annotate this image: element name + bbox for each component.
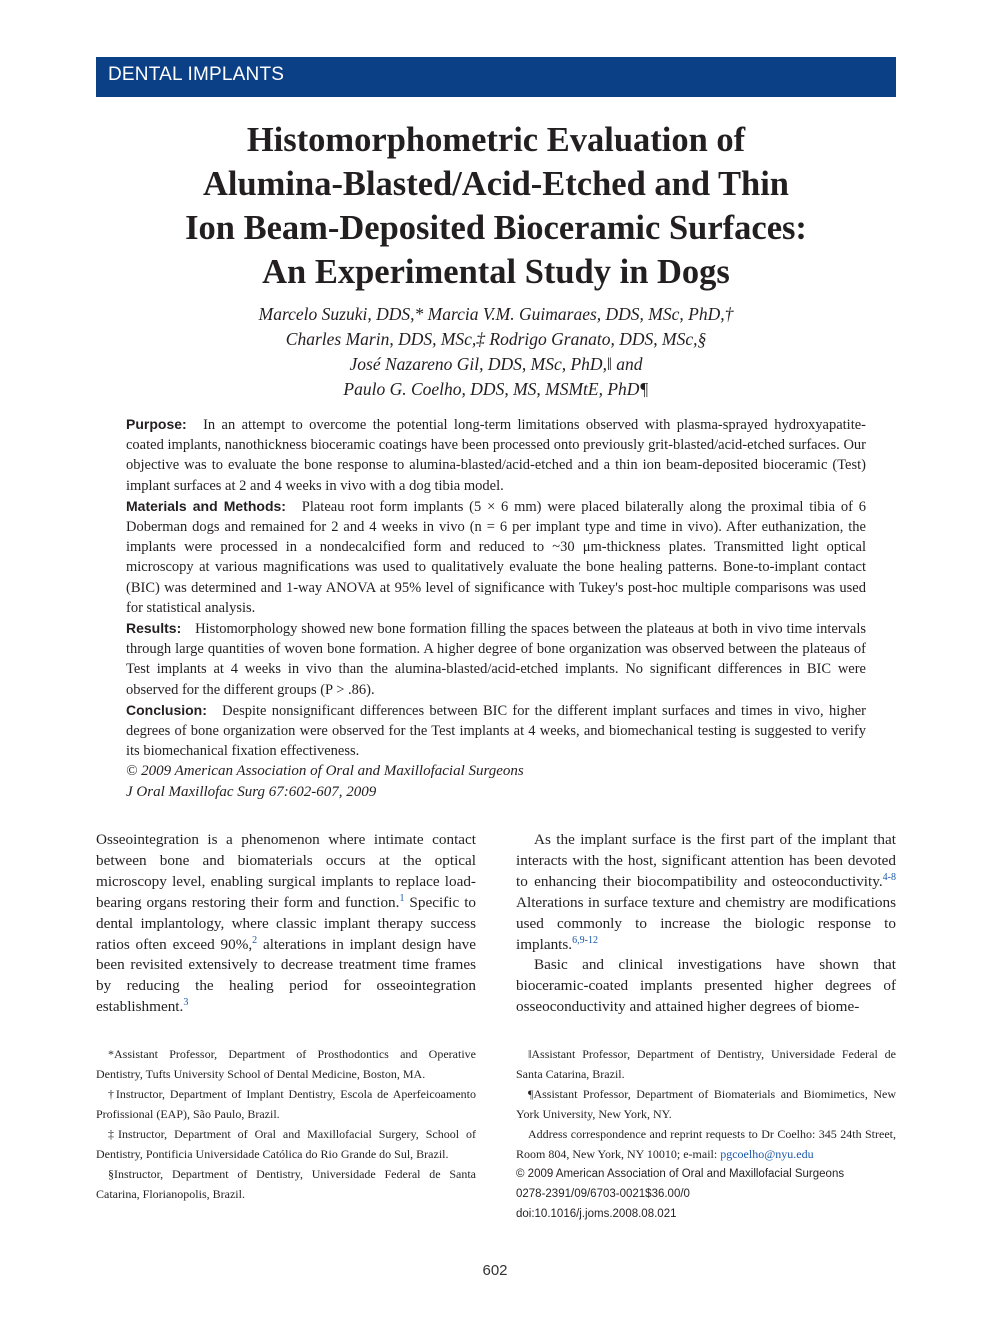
- title-line: Histomorphometric Evaluation of: [246, 121, 746, 159]
- body-text: As the implant surface is the first part of the implant that interacts with the host, significant attention has been devoted to enhancing their biocompatibility and osteoconductivity.: [516, 831, 896, 890]
- footnotes-left: [96, 1044, 476, 1204]
- body-text: alterations in implant design have been revisited extensively to decrease treatment time frames by reducing the healing period for osseointegration establishment.: [96, 935, 477, 1016]
- title-line: Alumina-Blasted/Acid-Etched and Thin: [203, 165, 789, 203]
- body-paragraph: [96, 830, 476, 1018]
- author-list: [96, 302, 896, 402]
- affiliation-footnote: ‡Instructor, Department of Oral and Maxillofacial Surgery, School of Dentistry, Pontificia Universidade Católica do Rio Grande do Sul, Brazil.: [96, 1127, 476, 1161]
- author-line: Charles Marin, DDS, MSc,‡ Rodrigo Granato, DDS, MSc,§: [285, 329, 707, 349]
- body-column-left: [96, 830, 476, 1018]
- issn: 0278-2391/09/6703-0021$36.00/0: [516, 1188, 690, 1200]
- reference-link[interactable]: 2: [252, 934, 258, 946]
- page-number: 602: [482, 1262, 508, 1279]
- results-label: Results:: [126, 620, 182, 637]
- abstract-conclusion: [126, 700, 866, 762]
- footnotes-right: [516, 1044, 896, 1224]
- affiliation-footnote: §Instructor, Department of Dentistry, Universidade Federal de Santa Catarina, Florianopolis, Brazil.: [96, 1167, 476, 1201]
- author-line: Marcelo Suzuki, DDS,* Marcia V.M. Guimaraes, DDS, MSc, PhD,†: [258, 304, 734, 324]
- body-paragraph: Basic and clinical investigations have shown that bioceramic-coated implants presented higher degrees of osseoconductivity and attained higher degrees of biome-: [516, 956, 896, 1016]
- title-line: An Experimental Study in Dogs: [262, 253, 730, 291]
- correspondence-text: Address correspondence and reprint requests to Dr Coelho: 345 24th Street, Room 804, New York, NY 10010; e-mail:: [516, 1127, 896, 1161]
- methods-text: Plateau root form implants (5 × 6 mm) were placed bilaterally along the proximal tibia of 6 Doberman dogs and remained for 2 and 4 weeks in vivo (n = 6 per implant type and time in vivo). After euthanization, the implants were processed in a nondecalcified form and reduced to ~30 μm-thickness plates. Transmitted light optical microscopy at various magnifications was used to qualitatively evaluate the bone healing patterns. Bone-to-implant contact (BIC) was determined and 1-way ANOVA at 95% level of significance with Tukey's post-hoc multiple comparisons was used for statistical analysis.: [126, 498, 866, 616]
- author-line: José Nazareno Gil, DDS, MSc, PhD,‖ and: [349, 354, 643, 374]
- body-text: Alterations in surface texture and chemistry are modifications used commonly to increase the biologic response to implants.: [516, 893, 896, 953]
- reference-link[interactable]: 6,9-12: [572, 934, 598, 946]
- affiliation-footnote: †Instructor, Department of Implant Dentistry, Escola de Aperfeicoamento Profissional (EAP), São Paulo, Brazil.: [96, 1087, 476, 1121]
- footer-copyright: © 2009 American Association of Oral and Maxillofacial Surgeons: [516, 1168, 845, 1180]
- abstract-copyright: © 2009 American Association of Oral and Maxillofacial Surgeons: [126, 763, 524, 780]
- email-link[interactable]: pgcoelho@nyu.edu: [720, 1147, 814, 1161]
- author-line: Paulo G. Coelho, DDS, MS, MSMtE, PhD¶: [343, 379, 649, 399]
- body-text: Osseointegration is a phenomenon where intimate contact between bone and biomaterials occurs at the optical microscopy level, enabling surgical implants to replace load-bearing organs restoring their form and function.: [96, 831, 476, 911]
- body-column-right: [516, 830, 896, 1018]
- body-paragraph: [516, 830, 896, 955]
- conclusion-text: Despite nonsignificant differences between BIC for the different implant surfaces and times in vivo, higher degrees of bone organization were observed for the Test implants at 4 weeks, and biomechanical testing is suggested to verify its biomechanical fixation effectiveness.: [126, 702, 866, 760]
- journal-citation: J Oral Maxillofac Surg 67:602-607, 2009: [126, 784, 377, 801]
- abstract-purpose: [126, 414, 866, 496]
- conclusion-label: Conclusion:: [126, 701, 207, 718]
- reference-link[interactable]: 3: [183, 997, 189, 1009]
- doi[interactable]: doi:10.1016/j.joms.2008.08.021: [516, 1208, 677, 1220]
- article-title: [96, 118, 896, 294]
- methods-label: Materials and Methods:: [126, 497, 286, 514]
- affiliation-footnote: *Assistant Professor, Department of Prosthodontics and Operative Dentistry, Tufts University School of Dental Medicine, Boston, MA.: [96, 1047, 476, 1081]
- correspondence-note: [516, 1124, 896, 1164]
- purpose-label: Purpose:: [126, 416, 187, 432]
- abstract: [126, 414, 866, 803]
- body-text: Specific to dental implantology, where classic implant therapy success ratios often exceed 90%,: [96, 893, 477, 953]
- abstract-methods: [126, 496, 866, 618]
- title-line: Ion Beam-Deposited Bioceramic Surfaces:: [185, 209, 807, 247]
- reference-link[interactable]: 4-8: [882, 871, 896, 883]
- purpose-text: In an attempt to overcome the potential long-term limitations observed with plasma-sprayed hydroxyapatite-coated implants, nanothickness bioceramic coatings have been processed onto previously grit-blasted/acid-etched surfaces. Our objective was to evaluate the bone response to alumina-blasted/acid-etched and a thin ion beam-deposited bioceramic (Test) implant surfaces at 2 and 4 weeks in vivo with a dog tibia model.: [126, 417, 866, 494]
- abstract-results: [126, 618, 866, 700]
- affiliation-footnote: ‖Assistant Professor, Department of Dentistry, Universidade Federal de Santa Catarina, Brazil.: [516, 1047, 896, 1081]
- affiliation-footnote: ¶Assistant Professor, Department of Biomaterials and Biomimetics, New York University, New York, NY.: [516, 1087, 896, 1121]
- results-text: Histomorphology showed new bone formation filling the spaces between the plateaus at both in vivo time intervals through large quantities of woven bone formation. A higher degree of bone organization was observed between the plateaus of Test implants at 4 weeks in vivo than the alumina-blasted/acid-etched implants. No significant differences in BIC were observed for the different groups (P > .86).: [126, 621, 867, 698]
- reference-link[interactable]: 1: [399, 892, 405, 904]
- section-banner: [96, 57, 896, 97]
- section-banner-label: DENTAL IMPLANTS: [108, 64, 285, 85]
